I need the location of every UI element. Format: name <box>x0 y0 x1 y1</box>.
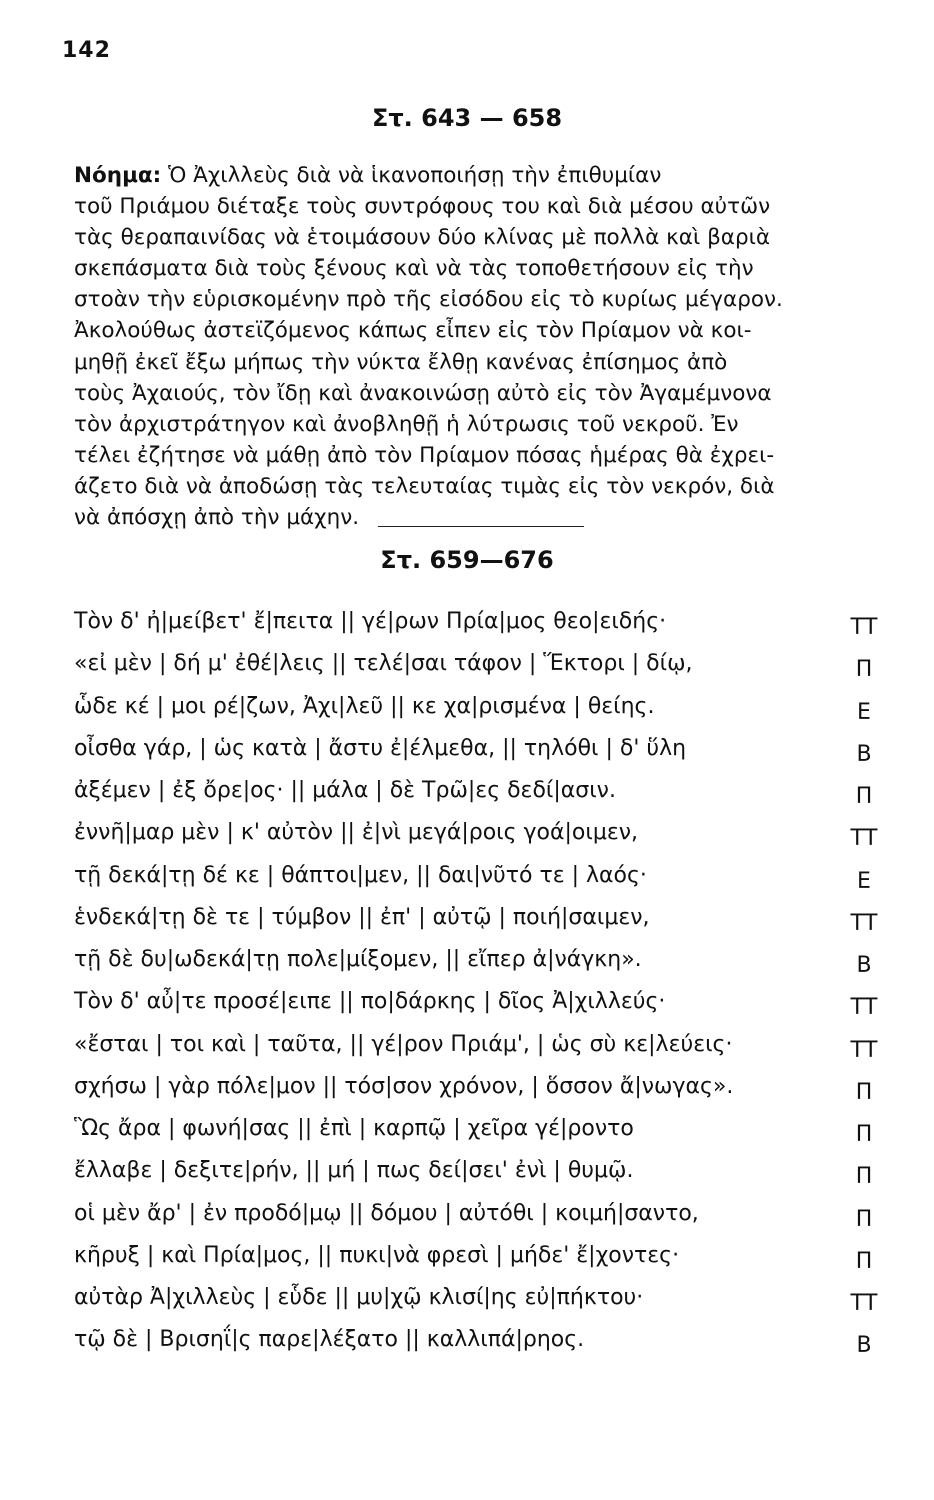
verse-text: Τὸν δ' αὖ|τε προσέ|ειπε || πο|δάρκης | δῖος Ἀ|χιλλεύς· <box>74 989 666 1015</box>
summary-line: στοὰν τὴν εὑρισκομένην πρὸ τῆς εἰσόδου εἰς τὸ κυρίως μέγαρον. <box>74 287 783 313</box>
meter-code: ΤΤ <box>850 910 878 936</box>
verse-line <box>74 644 894 686</box>
verse-text: ὧδε κέ | μοι ρέ|ζων, Ἀχι|λεῦ || κε χα|ρισμένα | θείης. <box>74 693 655 719</box>
verse-text: ἔλλαβε | δεξιτε|ρήν, || μή | πως δεί|σει' ἐνὶ | θυμῷ. <box>74 1158 634 1184</box>
verse-line <box>74 898 894 940</box>
verse-line <box>74 1151 894 1193</box>
verse-text: αὐτὰρ Ἀ|χιλλεὺς | εὗδε || μυ|χῷ κλισί|ης εὐ|πήκτου· <box>74 1285 644 1310</box>
summary-line: άζετο διὰ νὰ ἀποδώσῃ τὰς τελευταίας τιμὰς εἰς τὸν νεκρόν, διὰ <box>74 473 775 499</box>
meter-code: Π <box>855 657 873 683</box>
meter-code: Π <box>855 1206 873 1232</box>
verse-text: οἱ μὲν ἄρ' | ἐν προδό|μῳ || δόμου | αὐτόθι | κοιμή|σαντο, <box>74 1200 699 1226</box>
verse-line <box>74 1278 894 1320</box>
verse-line <box>74 1194 894 1236</box>
meter-code: Π <box>855 1248 873 1274</box>
verse-line <box>74 602 894 644</box>
verse-line <box>74 1109 894 1151</box>
verse-text: σχήσω | γὰρ πόλε|μον || τόσ|σον χρόνον, | ὅσσον ἄ|νωγας». <box>74 1073 734 1099</box>
summary-label: Νόημα: <box>74 163 162 188</box>
summary-line: σκεπάσματα διὰ τοὺς ξένους καὶ νὰ τὰς τοποθετήσουν εἰς τὴν <box>74 256 754 282</box>
section-heading-643-658: Στ. 643 — 658 <box>371 104 563 132</box>
meter-code: Β <box>856 953 872 978</box>
verse-text: οἶσθα γάρ, | ὡς κατὰ | ἄστυ ἐ|έλμεθα, || τηλόθι | δ' ὕλη <box>74 735 687 761</box>
summary-line: τὸν ἀρχιστράτηγον καὶ ἀνοβληθῇ ἡ λύτρωσις τοῦ νεκροῦ. Ἐν <box>74 411 739 437</box>
verse-line <box>74 940 894 982</box>
verse-line <box>74 687 894 729</box>
meter-code: ΤΤ <box>850 826 878 852</box>
summary-line: Ἀκολούθως ἀστεϊζόμενος κάπως εἶπεν εἰς τὸν Πρίαμον νὰ κοι- <box>74 318 752 344</box>
verse-text: ἑνδεκά|τῃ δὲ τε | τύμβον || ἐπ' | αὐτῷ | ποιή|σαιμεν, <box>74 904 650 930</box>
verse-text: ἀξέμεν | ἐξ ὄρε|ος· || μάλα | δὲ Τρῶ|ες δεδί|ασιν. <box>74 778 616 803</box>
meter-code: Ε <box>857 868 871 894</box>
verse-line <box>74 813 894 855</box>
verse-text: Τὸν δ' ἠ|μείβετ' ἔ|πειτα || γέ|ρων Πρία|μος θεο|ειδής· <box>74 609 667 634</box>
verse-line <box>74 771 894 813</box>
meter-code: Π <box>855 1122 873 1147</box>
verse-list <box>74 602 894 1363</box>
verse-text: τῷ δὲ | Βρισηΐ|ς παρε|λέξατο || καλλιπά|ρηος. <box>74 1327 585 1353</box>
meter-code: Β <box>856 1333 872 1359</box>
section-divider <box>378 526 584 527</box>
verse-text: τῇ δεκά|τῃ δέ κε | θάπτοι|μεν, || δαι|νῦτό τε | λαός· <box>74 862 647 888</box>
verse-line <box>74 1067 894 1109</box>
verse-line <box>74 1320 894 1362</box>
summary-line: μηθῇ ἐκεῖ ἔξω μήπως τὴν νύκτα ἔλθῃ κανένας ἐπίσημος ἀπὸ <box>74 349 728 375</box>
meter-code: Ε <box>857 699 871 725</box>
verse-line <box>74 729 894 771</box>
meter-code: ΤΤ <box>850 995 878 1021</box>
summary-line <box>74 160 882 191</box>
page-number: 142 <box>62 38 111 63</box>
verse-text: τῇ δὲ δυ|ωδεκά|τῃ πολε|μίξομεν, || εἴπερ ἀ|νάγκη». <box>74 947 642 972</box>
meter-code: ΤΤ <box>850 615 878 640</box>
verse-text: Ὣς ἄρα | φωνή|σας || ἐπὶ | καρπῷ | χεῖρα γέ|ροντο <box>74 1116 634 1141</box>
summary-line: τέλει ἐζήτησε νὰ μάθῃ ἀπὸ τὸν Πρίαμον πόσας ἡμέρας θὰ ἐχρει- <box>74 442 775 468</box>
section-heading-659-676: Στ. 659—676 <box>380 546 554 574</box>
meter-code: ΤΤ <box>850 1291 878 1316</box>
summary-line: τὰς θεραπαινίδας νὰ ἑτοιμάσουν δύο κλίνας μὲ πολλὰ καὶ βαριὰ <box>74 225 771 251</box>
summary-line: τοὺς Ἀχαιούς, τὸν ἴδῃ καὶ ἀνακοινώσῃ αὐτὸ εἰς τὸν Ἀγαμέμνονα <box>74 380 772 406</box>
summary-line: νὰ ἀπόσχῃ ἀπὸ τὴν μάχην. <box>74 505 360 531</box>
summary-paragraph <box>74 160 882 533</box>
summary-line-text: Ὁ Ἀχιλλεὺς διὰ νὰ ἱκανοποιήσῃ τὴν ἐπιθυμίαν <box>168 163 662 188</box>
summary-line: τοῦ Πριάμου διέταξε τοὺς συντρόφους του καὶ διὰ μέσου αὐτῶν <box>74 194 771 220</box>
verse-line <box>74 856 894 898</box>
verse-text: ἐννῆ|μαρ μὲν | κ' αὐτὸν || ἐ|νὶ μεγά|ροις γοά|οιμεν, <box>74 820 638 846</box>
meter-code: Π <box>855 1079 873 1105</box>
verse-line <box>74 982 894 1024</box>
meter-code: Π <box>855 784 873 809</box>
meter-code: ΤΤ <box>850 1037 878 1063</box>
verse-text: κῆρυξ | καὶ Πρία|μος, || πυκι|νὰ φρεσὶ | μήδε' ἔ|χοντες· <box>74 1242 680 1268</box>
verse-line <box>74 1236 894 1278</box>
meter-code: Π <box>855 1164 873 1190</box>
verse-text: «ἔσται | τοι καὶ | ταῦτα, || γέ|ρον Πριάμ', | ὡς σὺ κε|λεύεις· <box>74 1031 733 1057</box>
verse-line <box>74 1025 894 1067</box>
verse-text: «εἰ μὲν | δή μ' ἐθέ|λεις || τελέ|σαι τάφον | Ἕκτορι | δίῳ, <box>74 651 693 677</box>
meter-code: Β <box>856 741 872 767</box>
